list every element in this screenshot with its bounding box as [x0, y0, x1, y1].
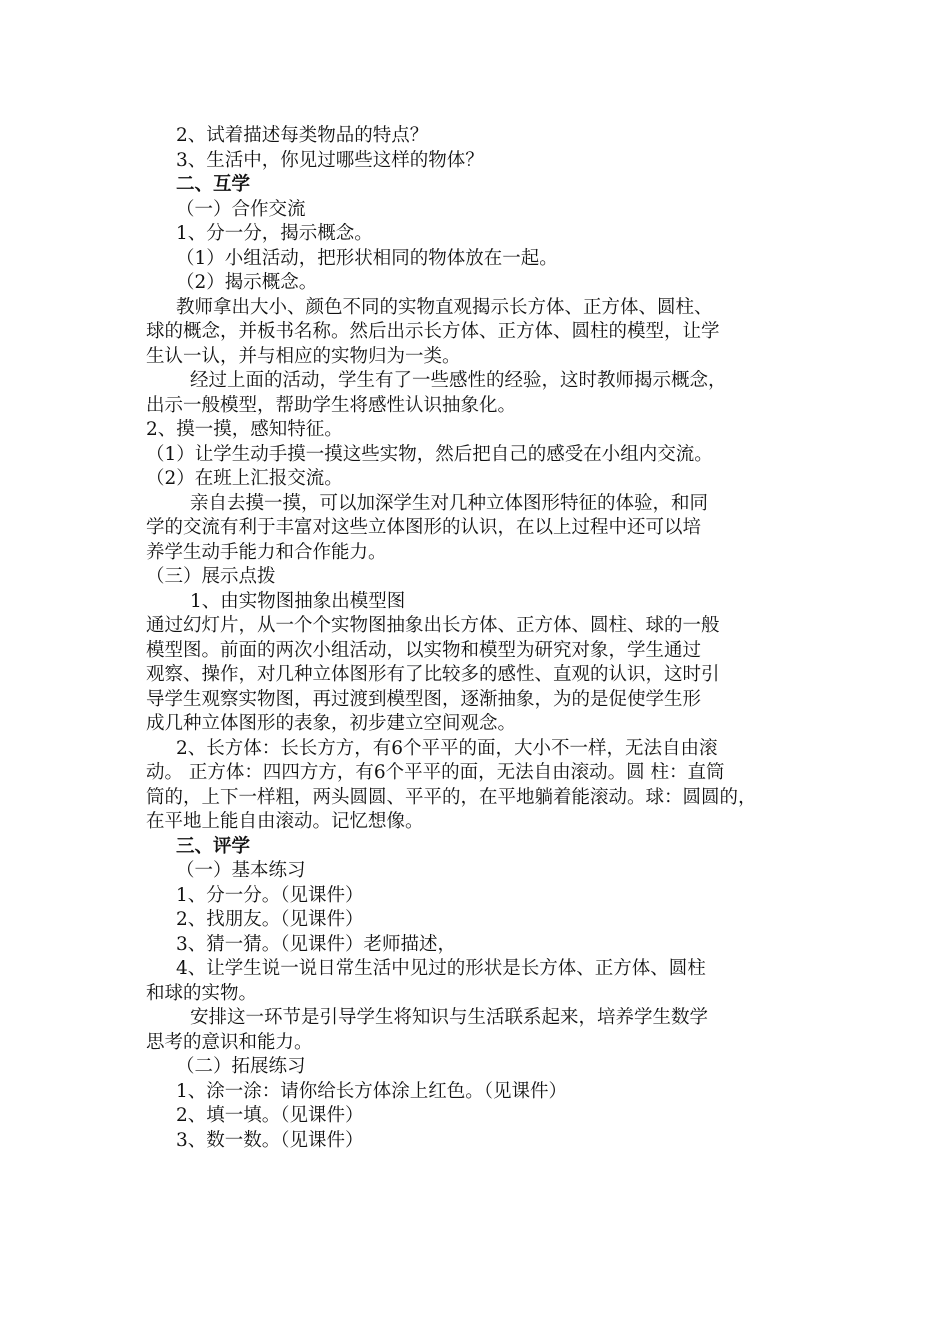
- text-line: 教师拿出大小、颜色不同的实物直观揭示长方体、正方体、圆柱、: [176, 296, 713, 318]
- text-line: 学的交流有利于丰富对这些立体图形的认识，在以上过程中还可以培: [146, 517, 702, 538]
- text-line: 安排这一环节是引导学生将知识与生活联系起来，培养学生数学: [190, 1007, 709, 1028]
- text-line: 通过幻灯片，从一个个实物图抽象出长方体、正方体、圆柱、球的一般: [146, 615, 720, 636]
- text-line: 动。 正方体：四四方方，有6个平平的面，无法自由滚动。圆 柱：直筒: [146, 762, 725, 783]
- text-line: 生认一认，并与相应的实物归为一类。: [146, 345, 461, 367]
- text-line: 养学生动手能力和合作能力。: [146, 541, 387, 563]
- text-line: 1、涂一涂：请你给长方体涂上红色。（见课件）: [176, 1080, 568, 1102]
- text-line: 球的概念，并板书名称。然后出示长方体、正方体、圆柱的模型，让学: [146, 321, 720, 342]
- text-line: 和球的实物。: [146, 982, 258, 1004]
- text-line: （2）在班上汇报交流。: [146, 468, 343, 489]
- text-line: （2）揭示概念。: [176, 272, 318, 293]
- document-body: [146, 124, 810, 1153]
- text-line: 4、让学生说一说日常生活中见过的形状是长方体、正方体、圆柱: [176, 958, 706, 979]
- text-line: 2、摸一摸，感知特征。: [146, 419, 343, 440]
- text-line: 模型图。前面的两次小组活动，以实物和模型为研究对象，学生通过: [146, 639, 702, 661]
- text-line: 出示一般模型，帮助学生将感性认识抽象化。: [146, 394, 517, 416]
- section-heading: 三、评学: [176, 835, 251, 857]
- text-line: 1、由实物图抽象出模型图: [190, 590, 406, 612]
- text-line: 1、分一分，揭示概念。: [176, 223, 373, 244]
- text-line: 在平地上能自由滚动。记忆想像。: [146, 811, 424, 832]
- text-line: 2、找朋友。（见课件）: [176, 909, 364, 930]
- section-heading: 二、互学: [176, 174, 251, 195]
- text-line: （1）小组活动，把形状相同的物体放在一起。: [176, 247, 558, 269]
- text-line: 成几种立体图形的表象，初步建立空间观念。: [146, 713, 517, 734]
- subsection-heading: （一）合作交流: [176, 198, 306, 220]
- text-line: 3、数一数。（见课件）: [176, 1129, 364, 1151]
- text-line: 思考的意识和能力。: [146, 1031, 313, 1053]
- text-line: 导学生观察实物图，再过渡到模型图，逐渐抽象，为的是促使学生形: [146, 688, 702, 710]
- text-line: 3、生活中，你见过哪些这样的物体？: [176, 149, 484, 171]
- text-line: 3、猜一猜。（见课件）老师描述，: [176, 933, 457, 955]
- text-line: 经过上面的活动，学生有了一些感性的经验，这时教师揭示概念，: [190, 370, 727, 391]
- text-line: 亲自去摸一摸，可以加深学生对几种立体图形特征的体验，和同: [190, 492, 709, 514]
- subsection-heading: （二）拓展练习: [176, 1056, 306, 1077]
- text-line: 2、填一填。（见课件）: [176, 1105, 364, 1126]
- text-line: （1）让学生动手摸一摸这些实物，然后把自己的感受在小组内交流。: [146, 443, 713, 465]
- text-line: 观察、操作，对几种立体图形有了比较多的感性、直观的认识，这时引: [146, 664, 720, 685]
- text-line: 1、分一分。（见课件）: [176, 884, 364, 906]
- subsection-heading: （一）基本练习: [176, 860, 306, 881]
- subsection-heading: （三）展示点拨: [146, 566, 276, 587]
- text-line: 筒的，上下一样粗，两头圆圆、平平的，在平地躺着能滚动。球：圆圆的，: [146, 786, 757, 808]
- text-line: 2、长方体：长长方方，有6个平平的面，大小不一样，无法自由滚: [176, 737, 718, 759]
- text-line: 2、试着描述每类物品的特点？: [176, 125, 429, 146]
